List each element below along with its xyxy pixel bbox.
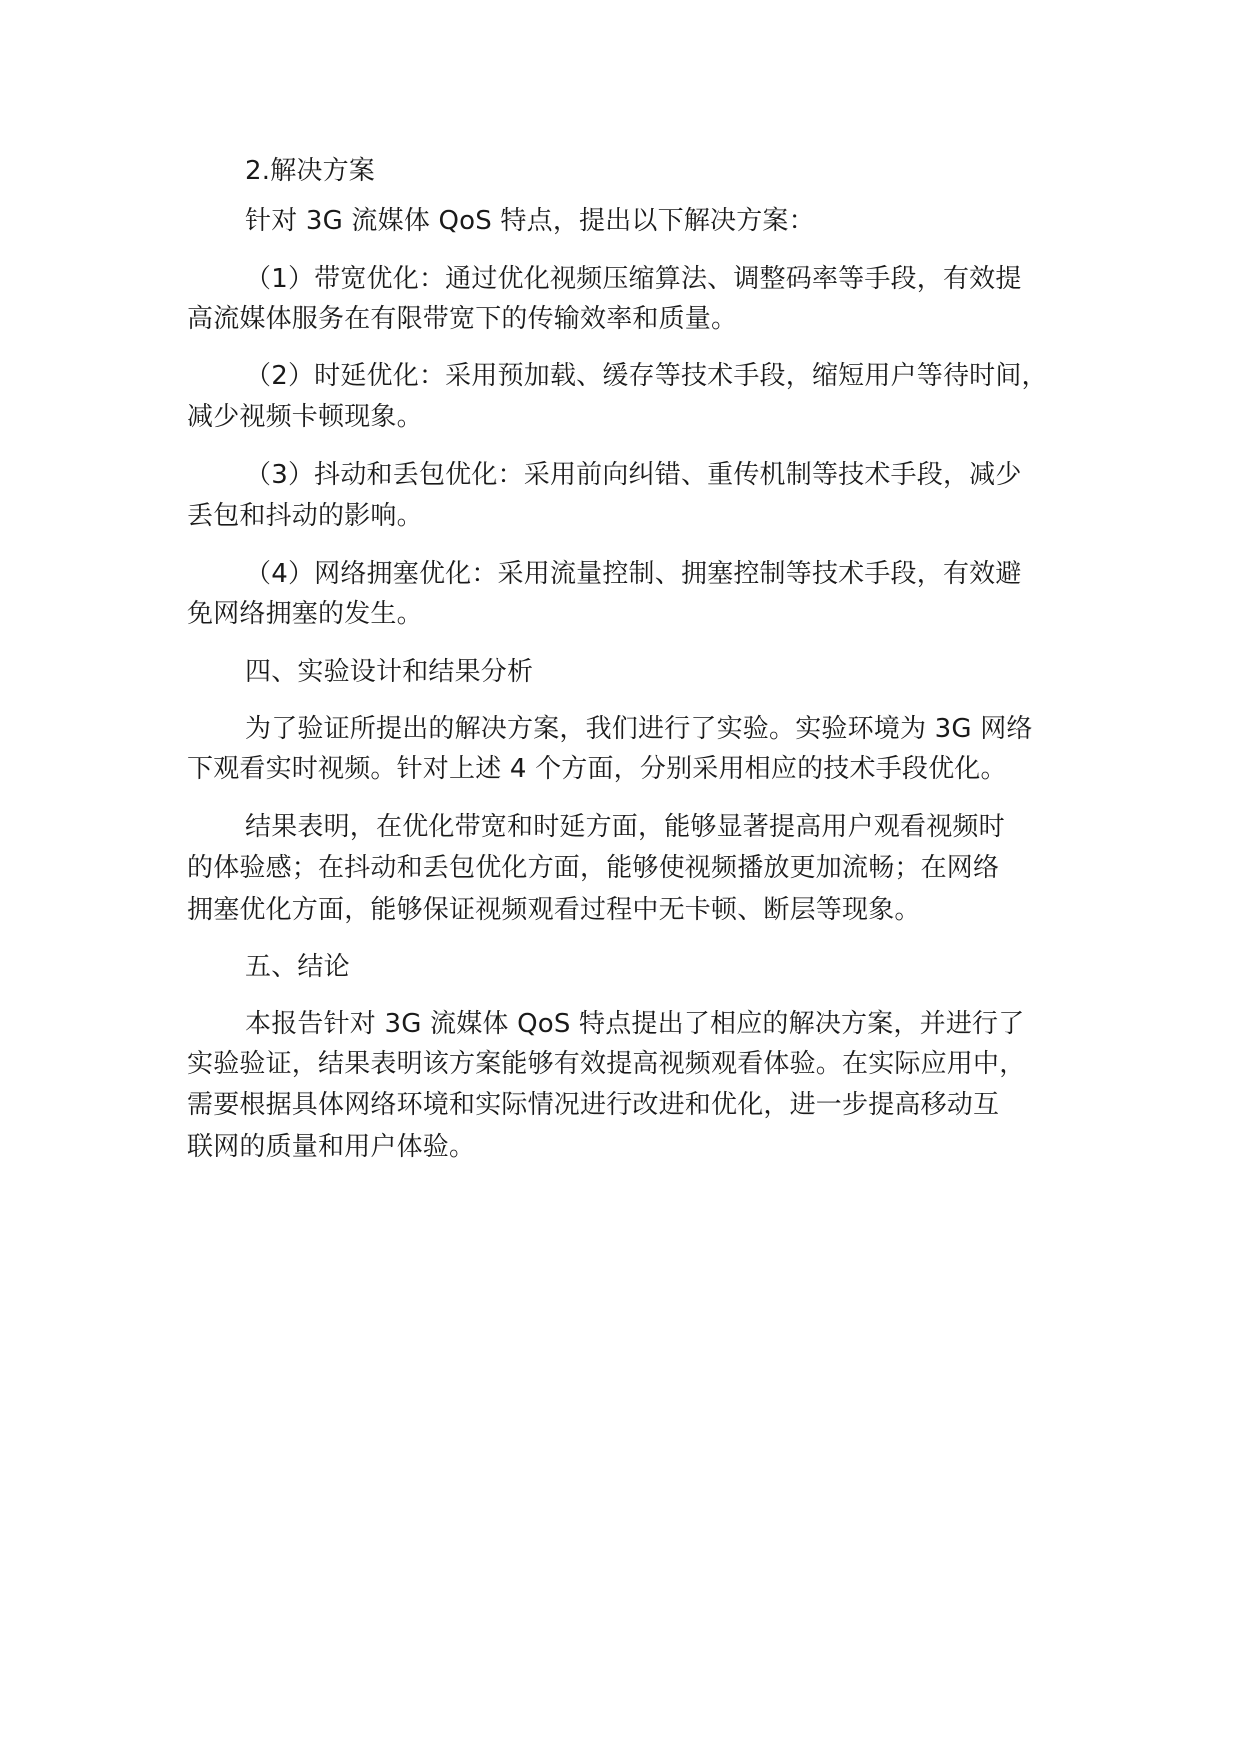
paragraph-congestion-line-1: （4）网络拥塞优化：采用流量控制、拥塞控制等技术手段，有效避 (245, 559, 1022, 589)
paragraph-latency-line-1: （2）时延优化：采用预加载、缓存等技术手段，缩短用户等待时间， (245, 361, 1048, 391)
paragraph-conclusion-line-3: 需要根据具体网络环境和实际情况进行改进和优化，进一步提高移动互 (187, 1090, 1000, 1120)
paragraph-results-line-2: 的体验感；在抖动和丢包优化方面，能够使视频播放更加流畅；在网络 (187, 853, 1000, 883)
paragraph-jitter-line-1: （3）抖动和丢包优化：采用前向纠错、重传机制等技术手段，减少 (245, 460, 1022, 490)
paragraph-conclusion-line-4: 联网的质量和用户体验。 (187, 1132, 476, 1162)
paragraph-results-line-1: 结果表明，在优化带宽和时延方面，能够显著提高用户观看视频时 (245, 812, 1005, 842)
paragraph-intro: 针对 3G 流媒体 QoS 特点，提出以下解决方案： (245, 206, 815, 236)
paragraph-jitter-line-2: 丢包和抖动的影响。 (187, 501, 423, 531)
section-heading-experiment: 四、实验设计和结果分析 (245, 657, 534, 687)
paragraph-conclusion-line-1: 本报告针对 3G 流媒体 QoS 特点提出了相应的解决方案，并进行了 (245, 1009, 1025, 1039)
paragraph-latency-line-2: 减少视频卡顿现象。 (187, 402, 423, 432)
section-heading-conclusion: 五、结论 (245, 952, 350, 982)
paragraph-congestion-line-2: 免网络拥塞的发生。 (187, 599, 423, 629)
paragraph-experiment-line-1: 为了验证所提出的解决方案，我们进行了实验。实验环境为 3G 网络 (245, 714, 1033, 744)
paragraph-experiment-line-2: 下观看实时视频。针对上述 4 个方面，分别采用相应的技术手段优化。 (187, 754, 1007, 784)
paragraph-bandwidth-line-2: 高流媒体服务在有限带宽下的传输效率和质量。 (187, 304, 738, 334)
paragraph-bandwidth-line-1: （1）带宽优化：通过优化视频压缩算法、调整码率等手段，有效提 (245, 264, 1022, 294)
section-heading-solution: 2.解决方案 (245, 156, 376, 186)
paragraph-results-line-3: 拥塞优化方面，能够保证视频观看过程中无卡顿、断层等现象。 (187, 895, 921, 925)
paragraph-conclusion-line-2: 实验验证，结果表明该方案能够有效提高视频观看体验。在实际应用中， (187, 1049, 1026, 1079)
